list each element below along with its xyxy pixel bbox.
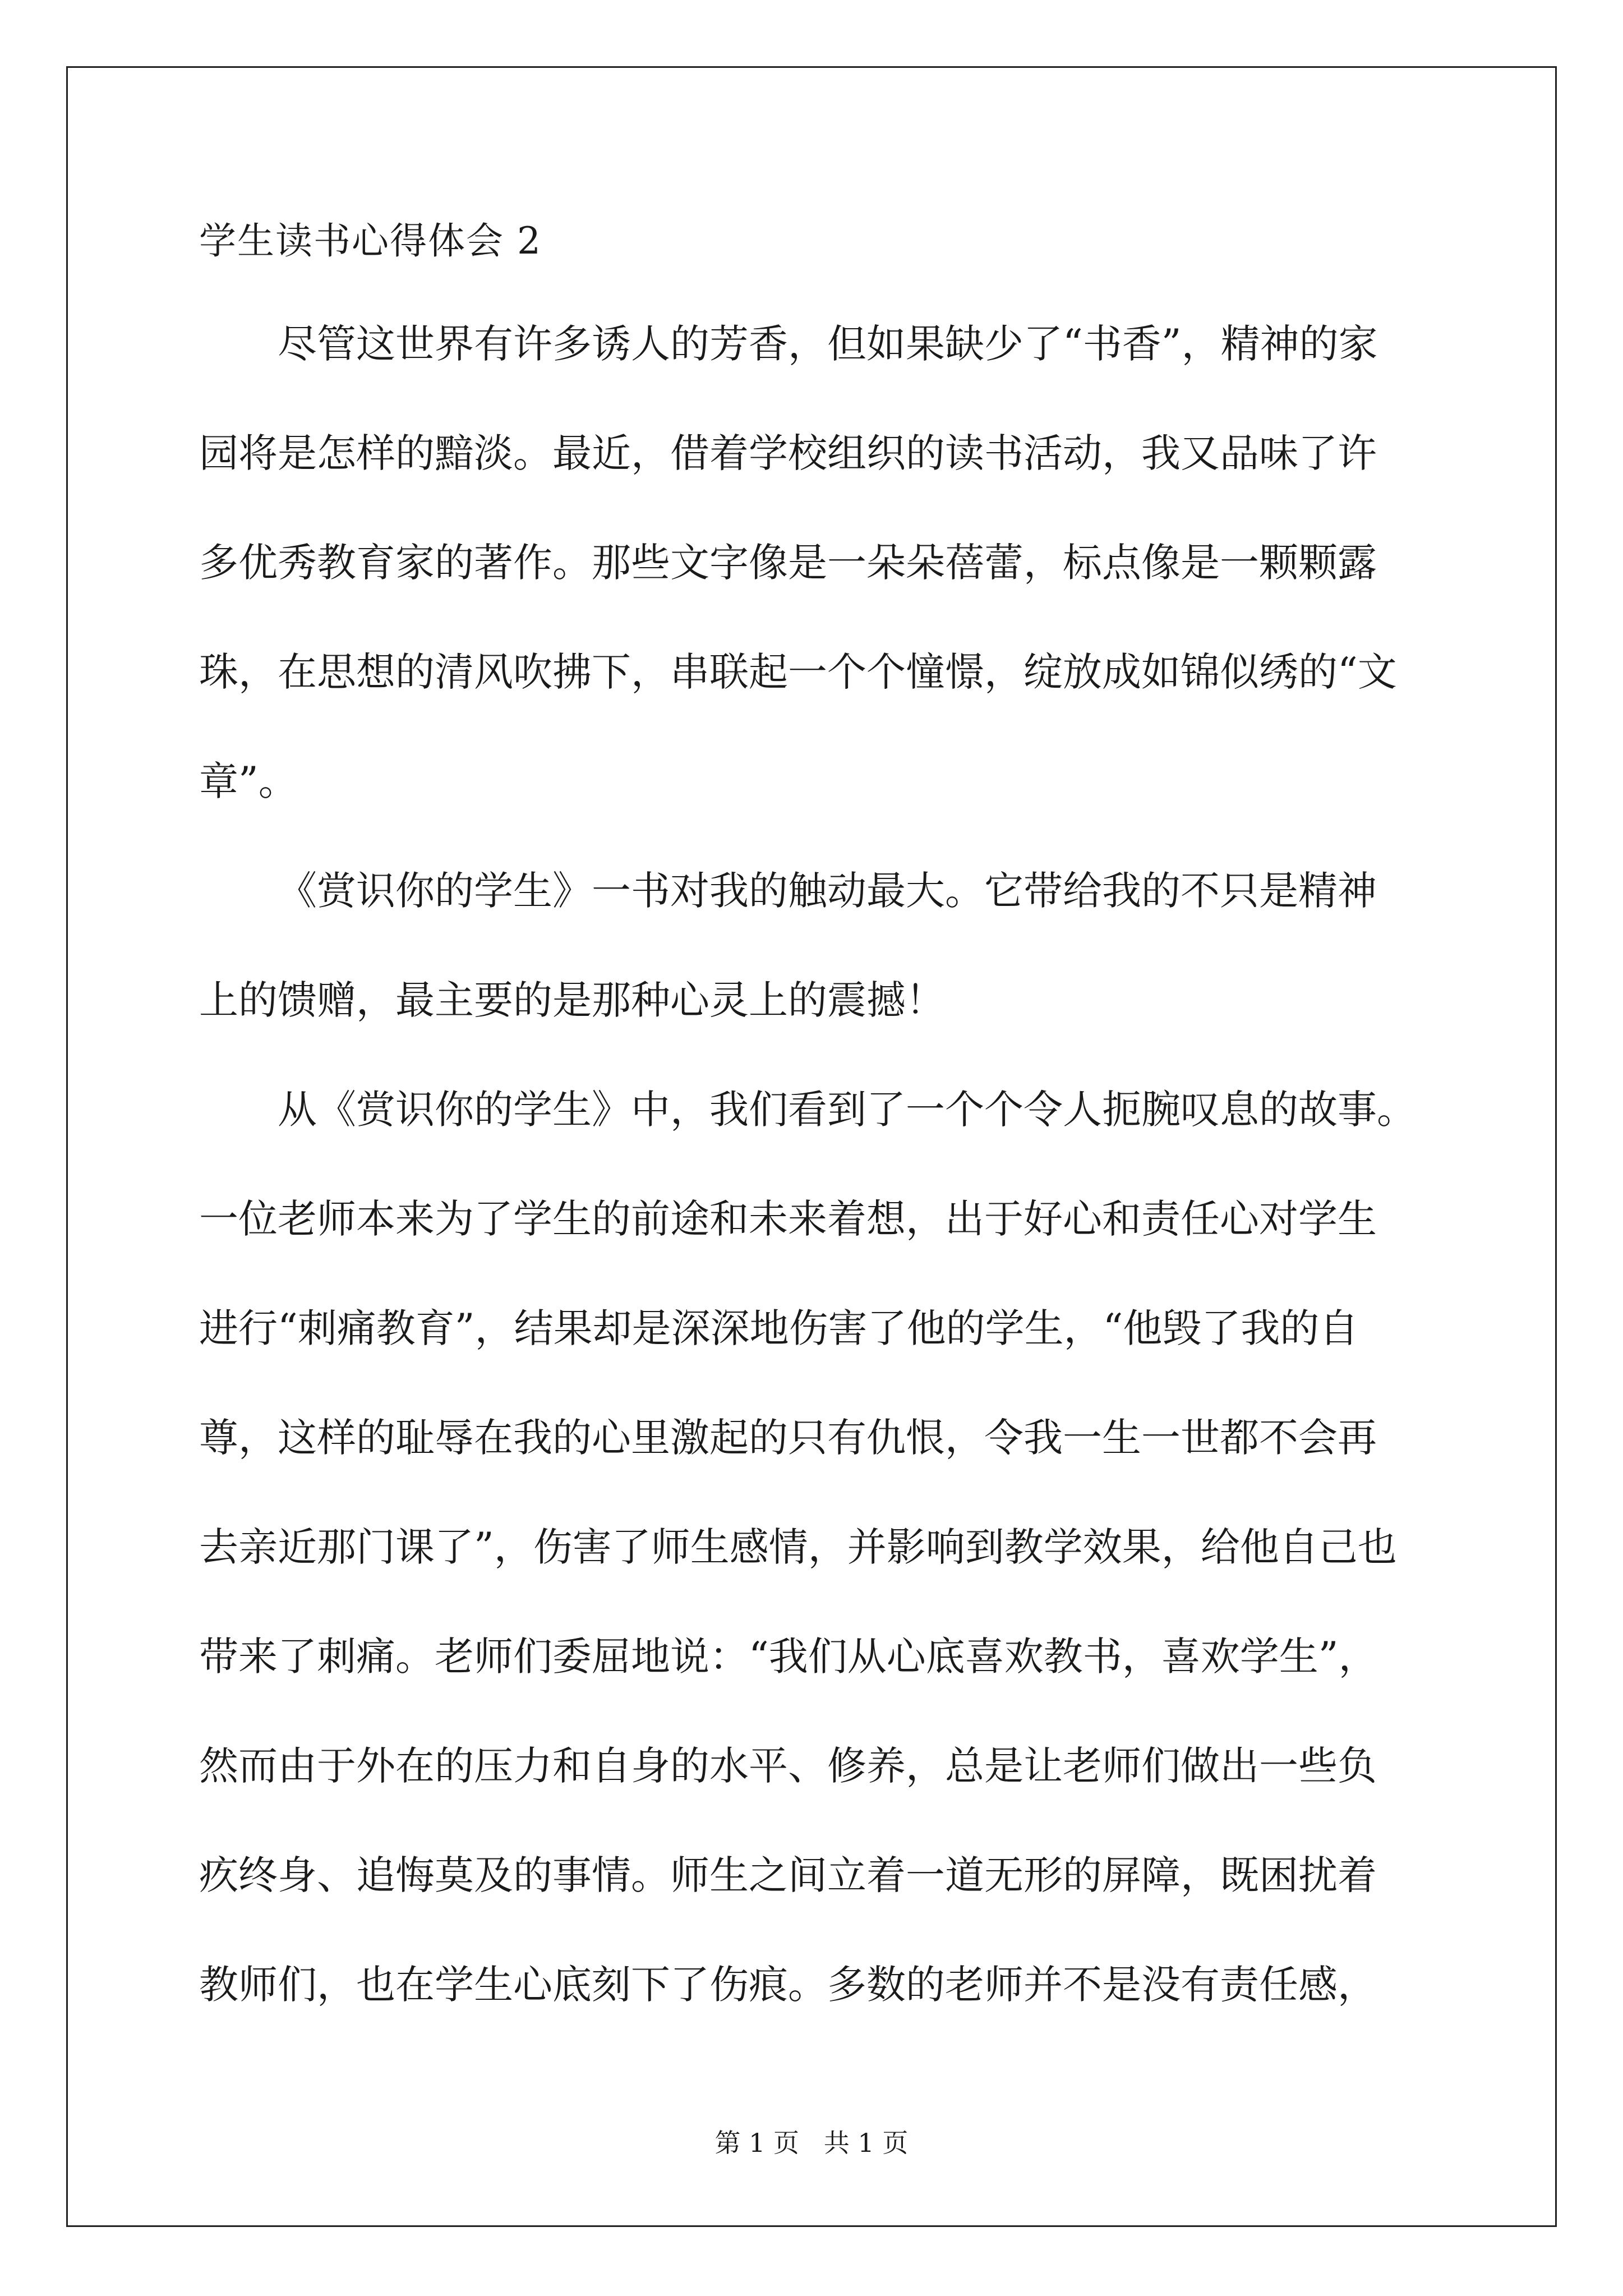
text-line: 多优秀教育家的著作。那些文字像是一朵朵蓓蕾，标点像是一颗颗露 <box>199 540 1377 586</box>
document-text <box>199 316 1438 2012</box>
text-line: 园将是怎样的黯淡。最近，借着学校组织的读书活动，我又品味了许 <box>199 430 1377 476</box>
text-line: 进行“刺痛教育”，结果却是深深地伤害了他的学生，“他毁了我的自 <box>199 1305 1359 1351</box>
text-line: 章”。 <box>199 758 298 804</box>
text-line: 疚终身、追悔莫及的事情。师生之间立着一道无形的屏障，既困扰着 <box>199 1852 1377 1898</box>
text-line: 教师们，也在学生心底刻下了伤痕。多数的老师并不是没有责任感， <box>199 1962 1377 2008</box>
text-line: 珠，在思想的清风吹拂下，串联起一个个憧憬，绽放成如锦似绣的“文 <box>199 649 1397 695</box>
text-line: 尽管这世界有许多诱人的芳香，但如果缺少了“书香”，精神的家 <box>278 321 1378 367</box>
page-footer: 第 1 页 共 1 页 <box>714 2128 909 2158</box>
text-line: 一位老师本来为了学生的前途和未来着想，出于好心和责任心对学生 <box>199 1196 1377 1242</box>
text-line: 《赏识你的学生》一书对我的触动最大。它带给我的不只是精神 <box>278 868 1377 914</box>
text-line: 上的馈赠，最主要的是那种心灵上的震撼！ <box>199 977 945 1023</box>
document-body <box>199 214 1438 2067</box>
text-line: 去亲近那门课了”，伤害了师生感情，并影响到教学效果，给他自己也 <box>199 1524 1397 1570</box>
text-line: 带来了刺痛。老师们委屈地说：“我们从心底喜欢教书，喜欢学生”， <box>199 1634 1378 1680</box>
text-line: 尊，这样的耻辱在我的心里激起的只有仇恨，令我一生一世都不会再 <box>199 1415 1377 1461</box>
text-line: 从《赏识你的学生》中，我们看到了一个个令人扼腕叹息的故事。 <box>278 1087 1416 1133</box>
document-title: 学生读书心得体会 2 <box>199 219 542 263</box>
text-line: 然而由于外在的压力和自身的水平、修养，总是让老师们做出一些负 <box>199 1743 1377 1789</box>
